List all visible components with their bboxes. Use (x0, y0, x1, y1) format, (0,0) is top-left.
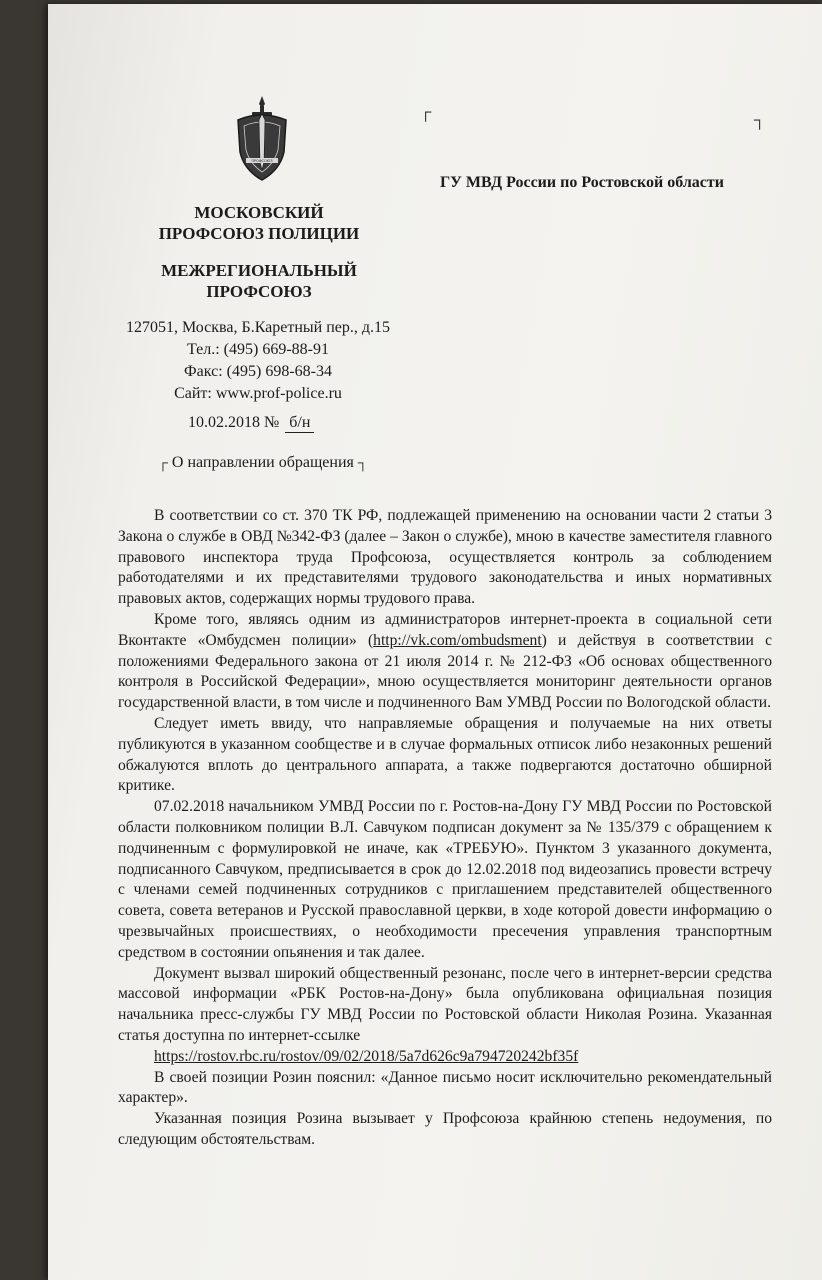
paragraph-4: 07.02.2018 начальником УМВД России по г. Ростов-на-Дону ГУ МВД России по Ростовской области полковником полиции В.Л. Савчуком подписан документ за № 135/379 с обращением к подчиненным с формулировкой не иначе, как «ТРЕБУЮ». Пунктом 3 указанного документа, подписанного Савчуком, предписывается в срок до 12.02.2018 под видеозапись провести встречу с членами семей подчиненных сотрудников с приглашением представителей общественного совета, совета ветеранов и Русской православной церкви, в ходе которой довести информацию о чрезвычайных происшествиях, о необходимости пресечения управления транспортным средством в состоянии опьянения и так далее. (118, 798, 772, 961)
paragraph-3: Следует иметь ввиду, что направляемые обращения и получаемые на них ответы публикуются в указанном сообществе и в случае формальных отписок либо незаконных решений обжалуются вплоть до центрального аппарата, а также подвергаются достаточно обширной критике. (118, 714, 772, 795)
registration-line (188, 414, 314, 433)
addressee: ГУ МВД России по Ростовской области (440, 174, 724, 191)
bracket-left-icon: ┌ (158, 456, 168, 471)
website: Сайт: www.prof-police.ru (174, 385, 342, 402)
document-date: 10.02.2018 (188, 414, 260, 431)
paragraph-7: Указанная позиция Розина вызывает у Профсоюза крайнюю степень недоумения, по следующим обстоятельствам. (118, 1110, 772, 1148)
fax: Факс: (495) 698-68-34 (184, 363, 332, 380)
profsoyuz-police-emblem-icon (234, 96, 290, 182)
number-sign: № (264, 414, 280, 431)
paragraph-5-link-line (118, 1047, 772, 1068)
paragraph-1: В соответствии со ст. 370 ТК РФ, подлежащей применению на основании части 2 статьи 3 Закона о службе в ОВД №342-ФЗ (далее – Закон о службе), мною в качестве заместителя главного правового инспектора труда Профсоюза, осуществляется контроль за соблюдением работодателями и их представителями трудового законодательства и иных нормативных правовых актов, содержащих нормы трудового права. (118, 507, 772, 608)
subject-line (158, 454, 368, 472)
corner-right-icon: ┐ (754, 112, 766, 129)
document-number: б/н (285, 414, 314, 433)
paragraph-5: Документ вызвал широкий общественный резонанс, после чего в интернет-версии средства массовой информации «РБК Ростов-на-Дону» была опубликована официальная позиция начальника пресс-службы ГУ МВД России по Ростовской области Николая Розина. Указанная статья доступна по интернет-ссылке (118, 964, 772, 1044)
contact-block (108, 317, 408, 405)
address: 127051, Москва, Б.Каретный пер., д.15 (125, 319, 391, 336)
vk-link[interactable]: http://vk.com/ombudsment (373, 631, 542, 649)
svg-text:ПРОФСОЮЗ: ПРОФСОЮЗ (251, 159, 273, 163)
corner-left-icon: ┌ (420, 104, 432, 121)
subject-text: О направлении обращения (171, 454, 354, 471)
document-page (48, 4, 822, 1280)
paragraph-2: Кроме того, являясь одним из администраторов интернет-проекта в социальной сети Вконтакте «Омбудсмен полиции» (http://vk.com/ombudsment) и действуя в соответствии с положениями Федерального закона от 21 июля 2014 г. № 212-ФЗ «Об основах общественного контроля в Российской Федерации», мною осуществляется мониторинг деятельности органов государственной власти, в том числе и подчиненного Вам УМВД России по Вологодской области. (118, 610, 772, 712)
rbc-link[interactable]: https://rostov.rbc.ru/rostov/09/02/2018/5a7d626c9a794720242bf35f (154, 1047, 579, 1065)
bracket-right-icon: ┐ (357, 456, 368, 471)
phone: Тел.: (495) 669-88-91 (186, 341, 329, 358)
org-name-moscow: МОСКОВСКИЙ ПРОФСОЮЗ ПОЛИЦИИ (158, 203, 360, 243)
paragraph-6: В своей позиции Розин пояснил: «Данное письмо носит исключительно рекомендательный характер». (118, 1068, 772, 1107)
org-name-interregional: МЕЖРЕГИОНАЛЬНЫЙ ПРОФСОЮЗ (161, 261, 357, 301)
letter-body (118, 506, 772, 1151)
